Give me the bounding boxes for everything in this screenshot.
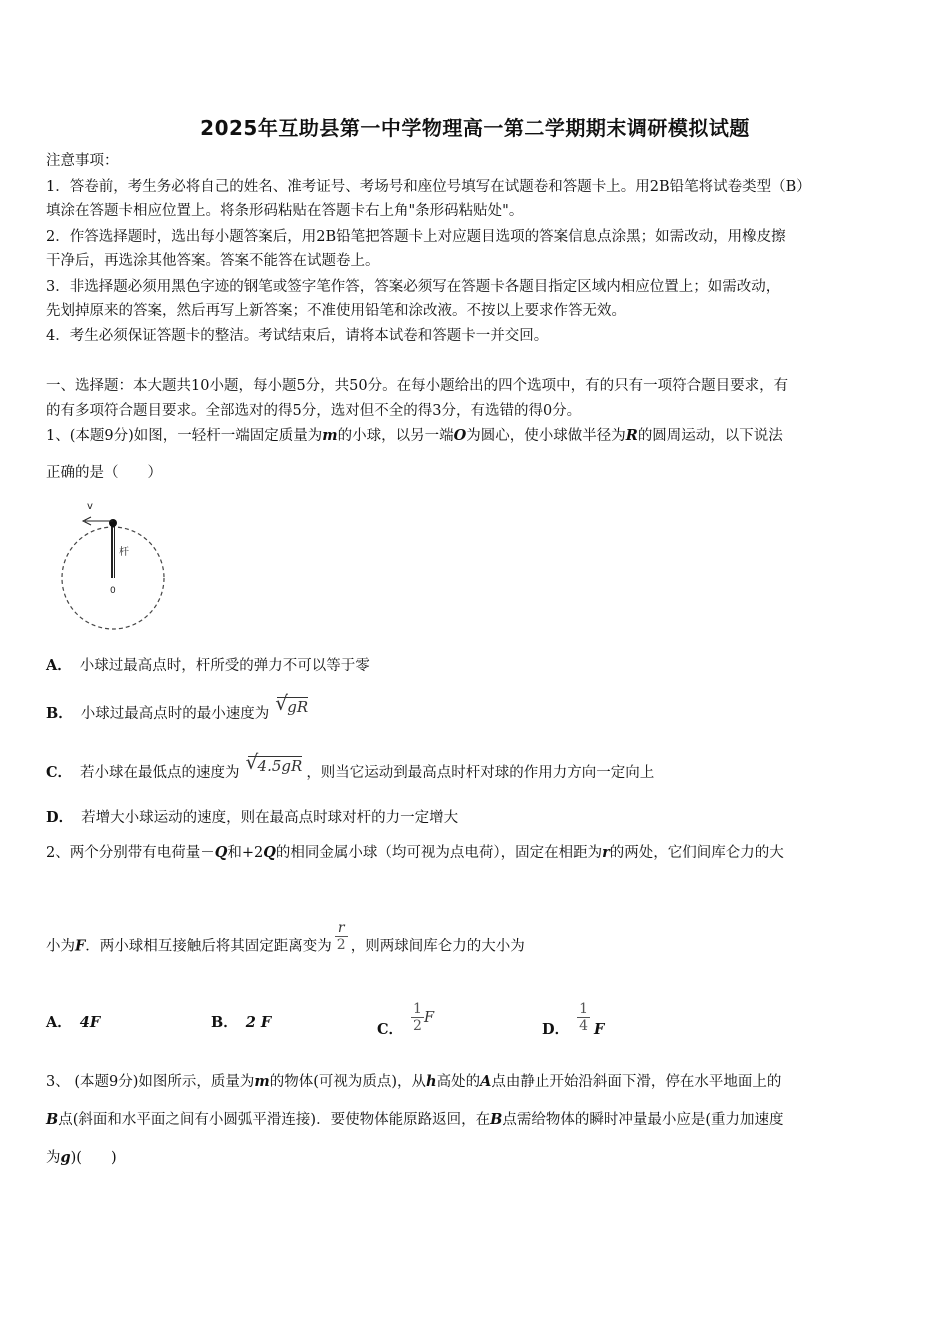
q1-figure: [55, 495, 180, 635]
q1-var-r: R: [625, 427, 638, 444]
q1-option-d[interactable]: [46, 808, 458, 828]
q3-stem-line-2: [46, 1110, 784, 1130]
q2-option-d[interactable]: [542, 1001, 605, 1046]
q2-frac-num: r: [337, 920, 345, 936]
q3-var-b1: B: [46, 1111, 59, 1128]
q2-option-b-label: B．: [211, 1014, 238, 1031]
q2-var-q1: Q: [214, 844, 228, 861]
q1-var-m: m: [322, 427, 338, 444]
q3-var-g: g: [60, 1149, 71, 1166]
q3-var-h: h: [426, 1073, 437, 1090]
q1-option-b-math: gR: [287, 698, 309, 716]
q1-stem-line-2: 正确的是（ ）: [46, 465, 162, 481]
q2-stem-b: 和+2: [227, 845, 264, 861]
q1-option-c-math: 4.5gR: [257, 757, 303, 775]
q2-var-r: r: [602, 844, 610, 861]
notice-line-3: 2．作答选择题时，选出每小题答案后，用2B铅笔把答题卡上对应题目选项的答案信息点涂黑；如需改动，用橡皮擦: [46, 229, 786, 245]
q1-option-b-text: 小球过最高点时的最小速度为: [80, 706, 270, 722]
q3-line3-a: 为: [46, 1150, 61, 1166]
q1-option-c-text-a: 若小球在最低点的速度为: [80, 765, 240, 781]
q2-option-c-den: 2: [413, 1018, 422, 1034]
q1-option-c-sqrt: √ 4.5gR: [245, 750, 303, 775]
q1-option-c-text-b: ，则当它运动到最高点时杆对球的作用力方向一定向上: [306, 765, 655, 781]
q1-figure-rod-label: 杆: [119, 547, 129, 558]
q2-option-a-text: 4F: [79, 1014, 101, 1031]
q2-option-c[interactable]: [377, 1001, 435, 1046]
notice-line-2: 填涂在答题卡相应位置上。将条形码粘贴在答题卡右上角"条形码粘贴处"。: [46, 203, 524, 219]
q2-frac-den: 2: [336, 937, 346, 953]
q2-stem-line-2: [46, 920, 525, 963]
q2-option-b[interactable]: [211, 1013, 271, 1033]
q2-fraction-r-over-2: [335, 920, 348, 953]
q1-stem-b: 的小球，以另一端: [337, 428, 454, 444]
notice-line-4: 干净后，再选涂其他答案。答案不能答在试题卷上。: [46, 253, 380, 269]
q1-figure-center-label: 0: [110, 586, 116, 596]
q1-option-a[interactable]: [46, 656, 370, 676]
q2-stem-a: 2、两个分别带有电荷量－: [46, 845, 215, 861]
q2-stem-d: 的两处，它们间库仑力的大: [609, 845, 784, 861]
q2-option-b-text: 2 F: [245, 1014, 272, 1031]
q2-option-c-fraction: [411, 1001, 424, 1034]
q3-line2-a: 点(斜面和水平面之间有小圆弧平滑连接)．要使物体能原路返回，在: [58, 1112, 491, 1128]
q3-line1-d: 点由静止开始沿斜面下滑，停在水平地面上的: [491, 1074, 782, 1090]
q3-var-m: m: [254, 1073, 270, 1090]
q1-option-d-text: 若增大小球运动的速度，则在最高点时球对杆的力一定增大: [81, 810, 459, 826]
q1-option-c-label: C．: [46, 764, 73, 781]
q3-var-b2: B: [490, 1111, 503, 1128]
q2-option-d-fraction: [577, 1001, 590, 1034]
q2-option-c-label: C．: [377, 1020, 404, 1038]
q2-stem-line-1: [46, 843, 784, 863]
notice-line-7: 4．考生必须保证答题卡的整洁。考试结束后，请将本试卷和答题卡一并交回。: [46, 328, 549, 344]
q1-option-b[interactable]: [46, 691, 309, 724]
q2-line2-b: ．两小球相互接触后将其固定距离变为: [85, 938, 332, 955]
q3-stem-line-3: [46, 1148, 117, 1168]
q3-line1-a: 3、 (本题9分)如图所示，质量为: [46, 1074, 255, 1090]
q2-stem-c: 的相同金属小球（均可视为点电荷），固定在相距为: [275, 845, 603, 861]
q2-option-a[interactable]: [46, 1013, 100, 1033]
q2-option-c-num: 1: [413, 1001, 422, 1017]
notice-line-1: 1．答卷前，考生务必将自己的姓名、准考证号、考场号和座位号填写在试题卷和答题卡上。用2B铅笔将试卷类型（B）: [46, 179, 811, 195]
q1-option-b-label: B．: [46, 705, 73, 722]
q2-option-d-label: D．: [542, 1020, 570, 1038]
notice-line-6: 先划掉原来的答案，然后再写上新答案；不准使用铅笔和涂改液。不按以上要求作答无效。: [46, 303, 626, 319]
q1-option-c[interactable]: [46, 750, 655, 783]
q2-option-d-num: 1: [579, 1001, 588, 1017]
section1-line-1: 一、选择题：本大题共10小题，每小题5分，共50分。在每小题给出的四个选项中，有的只有一项符合题目要求，有: [46, 378, 789, 394]
q1-stem-c: 为圆心，使小球做半径为: [466, 428, 626, 444]
q3-stem-line-1: [46, 1072, 781, 1092]
q1-option-b-sqrt: √ gR: [275, 691, 309, 716]
q2-var-f: F: [75, 937, 86, 955]
q1-stem-a: 1、(本题9分)如图，一轻杆一端固定质量为: [46, 428, 323, 444]
q2-option-d-den: 4: [579, 1018, 588, 1034]
q1-var-o: O: [453, 427, 467, 444]
q2-option-d-f: F: [594, 1020, 605, 1038]
q2-option-c-f: F: [423, 1009, 435, 1026]
page-title: 2025年互助县第一中学物理高一第二学期期末调研模拟试题: [200, 116, 750, 140]
q1-stem-line-1: [46, 426, 783, 446]
q2-var-q2: Q: [263, 844, 276, 861]
q3-line3-b: )( ): [70, 1150, 117, 1166]
notice-line-5: 3．非选择题必须用黑色字迹的钢笔或签字笔作答，答案必须写在答题卡各题目指定区域内相应位置上；如需改动，: [46, 279, 781, 295]
q3-line1-c: 高处的: [436, 1074, 481, 1090]
q1-option-a-label: A．: [46, 657, 72, 674]
q1-option-a-text: 小球过最高点时，杆所受的弹力不可以等于零: [79, 658, 370, 674]
q1-stem-d: 的圆周运动，以下说法: [637, 428, 783, 444]
q1-figure-v-label: v: [87, 501, 93, 512]
q2-line2-c: ，则两球间库仑力的大小为: [350, 938, 525, 955]
q1-figure-ball: [109, 519, 117, 527]
q2-line2-a: 小为: [46, 938, 75, 955]
q3-line1-b: 的物体(可视为质点)，从: [269, 1074, 427, 1090]
notice-heading: 注意事项：: [46, 153, 119, 169]
section1-line-2: 的有多项符合题目要求。全部选对的得5分，选对但不全的得3分，有选错的得0分。: [46, 403, 582, 419]
q3-var-a: A: [480, 1073, 492, 1090]
q2-option-a-label: A．: [46, 1014, 72, 1031]
q3-line2-b: 点需给物体的瞬时冲量最小应是(重力加速度: [502, 1112, 784, 1128]
q1-option-d-label: D．: [46, 809, 74, 826]
